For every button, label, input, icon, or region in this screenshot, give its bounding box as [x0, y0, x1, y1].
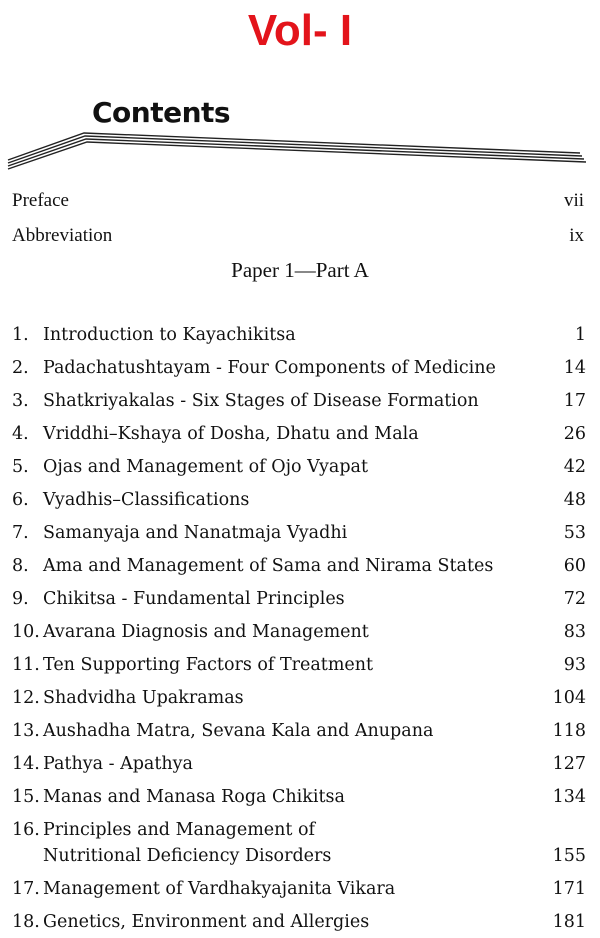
chapter-page: 14: [563, 358, 586, 378]
chapter-number: 11.: [12, 655, 40, 675]
chapter-number: 14.: [12, 754, 40, 774]
chapter-number: 18.: [12, 912, 40, 932]
chapter-page: 53: [563, 523, 586, 543]
chapter-title: Avarana Diagnosis and Management: [43, 622, 369, 642]
heading-rule-decoration: [0, 125, 600, 175]
chapter-title: Genetics, Environment and Allergies: [43, 912, 370, 932]
chapter-page: 127: [552, 754, 586, 774]
chapter-title-line2: Nutritional Deficiency Disorders: [43, 846, 332, 866]
chapter-title: Shadvidha Upakramas: [43, 688, 244, 708]
chapter-title: Padachatushtayam - Four Components of Medicine: [43, 358, 496, 378]
front-matter-page: vii: [563, 190, 584, 211]
chapter-title: Chikitsa - Fundamental Principles: [43, 589, 345, 609]
front-matter-page: ix: [569, 225, 584, 246]
chapter-page: 104: [552, 688, 586, 708]
chapter-page: 171: [552, 879, 586, 899]
chapter-number: 12.: [12, 688, 40, 708]
chapter-title: Samanyaja and Nanatmaja Vyadhi: [43, 523, 348, 543]
chapter-number: 13.: [12, 721, 40, 741]
chapter-page: 134: [552, 787, 586, 807]
chapter-page: 42: [563, 457, 586, 477]
chapter-title: Ojas and Management of Ojo Vyapat: [43, 457, 369, 477]
chapter-title: Vyadhis–Classifications: [43, 490, 250, 510]
chapter-title: Principles and Management of: [43, 820, 316, 840]
chapter-page: 118: [552, 721, 586, 741]
front-matter-title: Abbreviation: [12, 225, 113, 246]
chapter-title: Aushadha Matra, Sevana Kala and Anupana: [43, 721, 434, 741]
chapter-number: 4.: [12, 424, 29, 444]
chapter-number: 15.: [12, 787, 40, 807]
chapter-title: Ama and Management of Sama and Nirama States: [43, 556, 494, 576]
chapter-number: 1.: [12, 325, 29, 345]
contents-heading: Contents: [92, 96, 231, 129]
chapter-number: 9.: [12, 589, 29, 609]
chapter-title: Introduction to Kayachikitsa: [43, 325, 296, 345]
chapter-number: 8.: [12, 556, 29, 576]
chapter-page: 181: [552, 912, 586, 932]
chapter-page: 83: [563, 622, 586, 642]
chapter-page: 1: [574, 325, 586, 345]
chapter-page: 26: [563, 424, 586, 444]
chapter-title: Pathya - Apathya: [43, 754, 193, 774]
chapter-title: Management of Vardhakyajanita Vikara: [43, 879, 396, 899]
chapter-number: 2.: [12, 358, 29, 378]
chapter-page: 60: [563, 556, 586, 576]
volume-label: Vol- I: [247, 6, 353, 55]
front-matter-title: Preface: [12, 190, 69, 211]
chapter-page: 48: [563, 490, 586, 510]
chapter-number: 3.: [12, 391, 29, 411]
chapter-number: 6.: [12, 490, 29, 510]
chapter-number: 16.: [12, 820, 40, 840]
section-heading: Paper 1—Part A: [231, 258, 369, 282]
chapter-number: 5.: [12, 457, 29, 477]
chapter-page: 93: [563, 655, 586, 675]
chapter-title: Vriddhi–Kshaya of Dosha, Dhatu and Mala: [43, 424, 419, 444]
chapter-number: 7.: [12, 523, 29, 543]
chapter-page: 17: [563, 391, 586, 411]
chapter-title: Ten Supporting Factors of Treatment: [43, 655, 374, 675]
chapter-number: 17.: [12, 879, 40, 899]
chapter-title: Manas and Manasa Roga Chikitsa: [43, 787, 345, 807]
chapter-page: 72: [563, 589, 586, 609]
chapter-number: 10.: [12, 622, 40, 642]
chapter-page: 155: [552, 846, 586, 866]
chapter-title: Shatkriyakalas - Six Stages of Disease Formation: [43, 391, 479, 411]
